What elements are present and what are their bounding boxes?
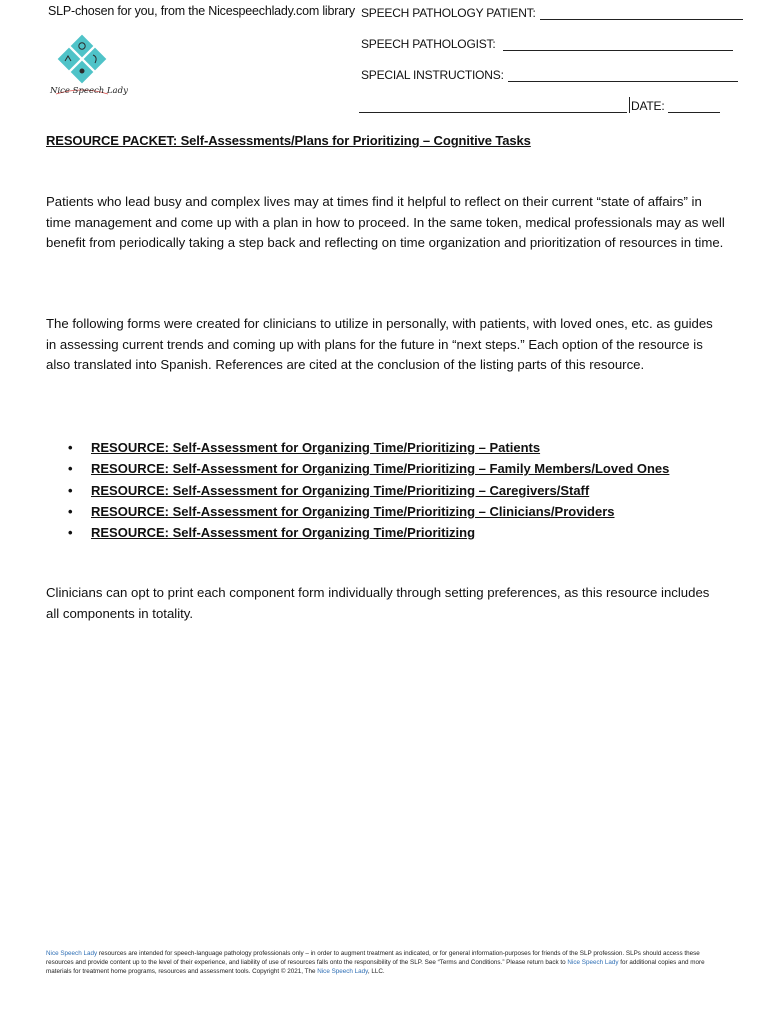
footer-brand-link[interactable]: Nice Speech Lady bbox=[317, 968, 368, 976]
list-item bbox=[46, 480, 669, 501]
pathologist-field bbox=[361, 37, 733, 51]
library-line: SLP-chosen for you, from the Nicespeechlady.com library bbox=[48, 4, 355, 18]
footer-text-1: resources are intended for speech-language pathology professionals only – in order to augment treatment as indicated, or for general information-purposes for friends of the SLP profession. SLPs should access these resources and provide content up to the level of their experience, and liability of use of resources falls onto the responsibility of the SLP. See “Terms and Conditions.” Please return back to bbox=[46, 950, 700, 967]
pathologist-blank-line[interactable] bbox=[503, 37, 733, 51]
instructions-label: SPECIAL INSTRUCTIONS: bbox=[361, 68, 504, 82]
logo-caption: Nice Speech Lady bbox=[50, 86, 128, 96]
bullet-icon: • bbox=[68, 440, 73, 455]
instructions-continuation-line[interactable] bbox=[359, 97, 627, 113]
patient-label: SPEECH PATHOLOGY PATIENT: bbox=[361, 6, 536, 20]
resource-link-general[interactable]: RESOURCE: Self-Assessment for Organizing Time/Prioritizing bbox=[91, 525, 476, 541]
instructions-blank-line[interactable] bbox=[508, 68, 738, 82]
list-item bbox=[46, 501, 669, 522]
date-blank-line[interactable] bbox=[668, 99, 720, 113]
intro-paragraph: Patients who lead busy and complex lives may at times find it helpful to reflect on their current “state of affairs” in time management and come up with a plan in how to proceed. In the same token, medical professionals may as well benefit from periodically taking a step back and reflecting on time organization and prioritization of resources in time. bbox=[46, 194, 725, 250]
instructions-field bbox=[361, 68, 738, 82]
footer-text-2: for additional copies and more materials for treatment home programs, resources and assessment tools. Copyright © 2021, The bbox=[46, 959, 705, 976]
list-item bbox=[46, 522, 669, 543]
patient-field bbox=[361, 6, 743, 20]
footer-disclaimer bbox=[46, 949, 728, 977]
date-field bbox=[359, 97, 720, 113]
footer-brand-link[interactable]: Nice Speech Lady bbox=[567, 959, 619, 967]
resource-link-caregivers[interactable]: RESOURCE: Self-Assessment for Organizing Time/Prioritizing – Caregivers/Staff bbox=[91, 482, 590, 498]
bullet-icon: • bbox=[68, 525, 73, 541]
list-item bbox=[46, 437, 669, 458]
pathologist-label: SPEECH PATHOLOGIST: bbox=[361, 37, 496, 51]
resource-link-clinicians[interactable]: RESOURCE: Self-Assessment for Organizing Time/Prioritizing – Clinicians/Providers bbox=[91, 503, 615, 519]
resource-link-family[interactable]: RESOURCE: Self-Assessment for Organizing Time/Prioritizing – Family Members/Loved Ones bbox=[91, 461, 670, 477]
footer-brand-link[interactable]: Nice Speech Lady bbox=[46, 950, 98, 957]
patient-blank-line[interactable] bbox=[540, 6, 743, 20]
field-separator bbox=[629, 97, 630, 113]
resource-link-patients[interactable]: RESOURCE: Self-Assessment for Organizing Time/Prioritizing – Patients bbox=[91, 440, 541, 455]
footer-text-3: , LLC. bbox=[367, 968, 385, 976]
print-paragraph: Clinicians can opt to print each component form individually through setting preferences, as this resource includes all components in totality. bbox=[46, 585, 710, 621]
forms-paragraph: The following forms were created for clinicians to utilize in personally, with patients, with loved ones, etc. as guides in assessing current trends and coming up with plans for the future in “next steps.” Each option of the resource is also translated into Spanish. References are cited at the conclusion of the listing parts of this resource. bbox=[46, 316, 713, 372]
resource-list bbox=[46, 437, 669, 543]
bullet-icon: • bbox=[68, 503, 73, 519]
bullet-icon: • bbox=[68, 461, 73, 477]
bullet-icon: • bbox=[68, 482, 73, 498]
date-label: DATE: bbox=[631, 99, 665, 113]
list-item bbox=[46, 458, 669, 479]
page-title: RESOURCE PACKET: Self-Assessments/Plans for Prioritizing – Cognitive Tasks bbox=[46, 133, 531, 148]
